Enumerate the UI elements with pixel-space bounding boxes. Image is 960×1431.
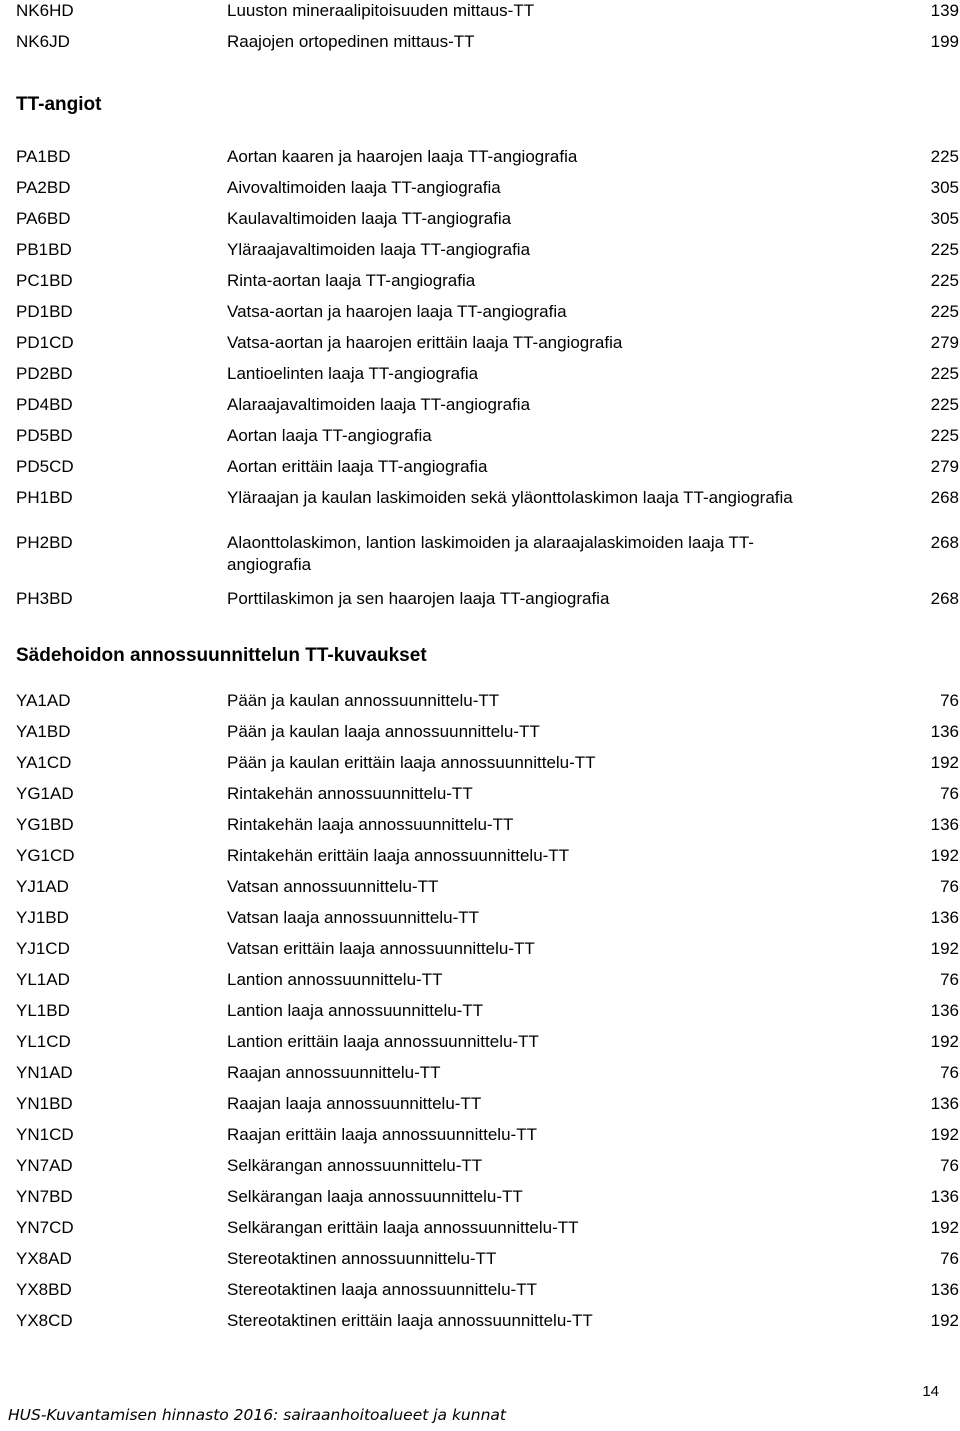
row-description: Stereotaktinen annossuunnittelu-TT	[227, 1249, 497, 1268]
row-price: 225	[930, 240, 959, 259]
table-row	[0, 1093, 960, 1115]
row-code: PD5BD	[16, 426, 73, 445]
row-code: YL1BD	[16, 1001, 70, 1020]
table-row	[0, 721, 960, 743]
table-row	[0, 1062, 960, 1084]
row-description: Yläraajan ja kaulan laskimoiden sekä yläonttolaskimon laaja TT-angiografia	[227, 488, 793, 507]
row-code: PD1BD	[16, 302, 73, 321]
row-description: Kaulavaltimoiden laaja TT-angiografia	[227, 209, 512, 228]
row-code: PC1BD	[16, 271, 73, 290]
row-description: Pään ja kaulan erittäin laaja annossuunnittelu-TT	[227, 753, 596, 772]
table-row	[0, 1186, 960, 1208]
row-code: PB1BD	[16, 240, 72, 259]
row-description: Aortan erittäin laaja TT-angiografia	[227, 457, 488, 476]
section-heading-radiotherapy: Sädehoidon annossuunnittelun TT-kuvaukset	[16, 645, 427, 666]
table-row	[0, 845, 960, 867]
row-code: YX8BD	[16, 1280, 72, 1299]
table-row	[0, 456, 960, 478]
table-row	[0, 1310, 960, 1332]
table-row	[0, 1217, 960, 1239]
row-code: YL1AD	[16, 970, 70, 989]
row-code: PH1BD	[16, 488, 73, 507]
table-row	[0, 1000, 960, 1022]
table-row	[0, 363, 960, 385]
row-price: 225	[930, 147, 959, 166]
row-description: Selkärangan annossuunnittelu-TT	[227, 1156, 483, 1175]
table-row	[0, 876, 960, 898]
row-description: Raajan annossuunnittelu-TT	[227, 1063, 441, 1082]
table-row	[0, 146, 960, 168]
row-code: PA6BD	[16, 209, 71, 228]
row-price: 76	[940, 784, 959, 803]
row-price: 136	[930, 815, 959, 834]
row-price: 136	[930, 1001, 959, 1020]
row-description: Lantioelinten laaja TT-angiografia	[227, 364, 479, 383]
row-code: YN1AD	[16, 1063, 73, 1082]
row-price: 76	[940, 877, 959, 896]
row-description: Rintakehän erittäin laaja annossuunnittelu-TT	[227, 846, 570, 865]
row-price: 76	[940, 1249, 959, 1268]
row-description: Aivovaltimoiden laaja TT-angiografia	[227, 178, 501, 197]
row-code: NK6JD	[16, 32, 70, 51]
row-code: YA1CD	[16, 753, 72, 772]
row-price: 192	[930, 1311, 959, 1330]
row-code: PD2BD	[16, 364, 73, 383]
row-price: 136	[930, 1094, 959, 1113]
page-number: 14	[922, 1383, 939, 1400]
row-description: Stereotaktinen laaja annossuunnittelu-TT	[227, 1280, 537, 1299]
table-row	[0, 177, 960, 199]
row-description: Vatsa-aortan ja haarojen laaja TT-angiografia	[227, 302, 567, 321]
row-code: YN7AD	[16, 1156, 73, 1175]
table-row	[0, 425, 960, 447]
row-price: 268	[930, 589, 959, 608]
table-row	[0, 394, 960, 416]
row-description: Vatsan laaja annossuunnittelu-TT	[227, 908, 480, 927]
row-price: 136	[930, 722, 959, 741]
row-code: YJ1AD	[16, 877, 69, 896]
table-row	[0, 1155, 960, 1177]
footer-text: HUS-Kuvantamisen hinnasto 2016: sairaanhoitoalueet ja kunnat	[8, 1406, 506, 1424]
row-description: Raajan erittäin laaja annossuunnittelu-TT	[227, 1125, 537, 1144]
row-code: YA1BD	[16, 722, 71, 741]
table-row	[0, 1031, 960, 1053]
row-description: Lantion erittäin laaja annossuunnittelu-TT	[227, 1032, 539, 1051]
row-description: Yläraajavaltimoiden laaja TT-angiografia	[227, 240, 531, 259]
table-row	[0, 907, 960, 929]
table-row	[0, 31, 960, 53]
row-code: YJ1BD	[16, 908, 69, 927]
row-description: Rintakehän laaja annossuunnittelu-TT	[227, 815, 514, 834]
row-price: 305	[930, 209, 959, 228]
row-code: YN1BD	[16, 1094, 73, 1113]
table-row	[0, 270, 960, 292]
row-description: Selkärangan erittäin laaja annossuunnittelu-TT	[227, 1218, 579, 1237]
table-row	[0, 690, 960, 712]
section-heading-angio: TT-angiot	[16, 94, 102, 115]
row-code: YX8CD	[16, 1311, 73, 1330]
row-description: Lantion laaja annossuunnittelu-TT	[227, 1001, 484, 1020]
row-price: 225	[930, 364, 959, 383]
table-row	[0, 1248, 960, 1270]
row-description: Rinta-aortan laaja TT-angiografia	[227, 271, 476, 290]
row-description: Stereotaktinen erittäin laaja annossuunnittelu-TT	[227, 1311, 593, 1330]
row-code: YG1AD	[16, 784, 74, 803]
row-price: 279	[930, 333, 959, 352]
table-row	[0, 487, 960, 531]
row-price: 268	[930, 488, 959, 507]
row-code: PH3BD	[16, 589, 73, 608]
row-price: 192	[930, 939, 959, 958]
row-description: Vatsa-aortan ja haarojen erittäin laaja TT-angiografia	[227, 333, 623, 352]
table-row	[0, 752, 960, 774]
row-price: 199	[930, 32, 959, 51]
table-row	[0, 814, 960, 836]
row-price: 225	[930, 302, 959, 321]
row-code: PD1CD	[16, 333, 74, 352]
table-row	[0, 938, 960, 960]
row-description: Vatsan erittäin laaja annossuunnittelu-TT	[227, 939, 535, 958]
row-code: YG1CD	[16, 846, 75, 865]
table-row	[0, 532, 960, 576]
row-price: 76	[940, 1063, 959, 1082]
row-description: Pään ja kaulan annossuunnittelu-TT	[227, 691, 500, 710]
row-price: 279	[930, 457, 959, 476]
row-price: 268	[930, 533, 959, 552]
table-row	[0, 588, 960, 610]
row-price: 192	[930, 1125, 959, 1144]
table-row	[0, 208, 960, 230]
row-price: 76	[940, 1156, 959, 1175]
row-code: YL1CD	[16, 1032, 71, 1051]
row-price: 76	[940, 970, 959, 989]
row-price: 305	[930, 178, 959, 197]
row-description: Raajan laaja annossuunnittelu-TT	[227, 1094, 482, 1113]
table-row	[0, 1279, 960, 1301]
row-description: Aortan laaja TT-angiografia	[227, 426, 432, 445]
row-description: Pään ja kaulan laaja annossuunnittelu-TT	[227, 722, 540, 741]
row-price: 139	[930, 1, 959, 20]
table-row	[0, 239, 960, 261]
row-code: NK6HD	[16, 1, 74, 20]
row-code: PD5CD	[16, 457, 74, 476]
row-price: 136	[930, 1280, 959, 1299]
row-price: 136	[930, 1187, 959, 1206]
row-price: 192	[930, 846, 959, 865]
table-row	[0, 0, 960, 22]
row-code: YX8AD	[16, 1249, 72, 1268]
table-row	[0, 783, 960, 805]
table-row	[0, 969, 960, 991]
row-description: Vatsan annossuunnittelu-TT	[227, 877, 439, 896]
row-description: Raajojen ortopedinen mittaus-TT	[227, 32, 475, 51]
row-description: Alaonttolaskimon, lantion laskimoiden ja alaraajalaskimoiden laaja TT-angiografia	[227, 533, 754, 574]
table-row	[0, 301, 960, 323]
row-price: 192	[930, 1032, 959, 1051]
row-description: Aortan kaaren ja haarojen laaja TT-angiografia	[227, 147, 578, 166]
row-description: Porttilaskimon ja sen haarojen laaja TT-angiografia	[227, 589, 610, 608]
row-description: Luuston mineraalipitoisuuden mittaus-TT	[227, 1, 535, 20]
row-description: Alaraajavaltimoiden laaja TT-angiografia	[227, 395, 531, 414]
row-code: PD4BD	[16, 395, 73, 414]
row-code: YG1BD	[16, 815, 74, 834]
table-row	[0, 1124, 960, 1146]
row-price: 192	[930, 753, 959, 772]
row-code: YN1CD	[16, 1125, 74, 1144]
row-code: YN7CD	[16, 1218, 74, 1237]
row-description: Lantion annossuunnittelu-TT	[227, 970, 443, 989]
row-code: PA1BD	[16, 147, 71, 166]
row-price: 225	[930, 271, 959, 290]
row-code: PA2BD	[16, 178, 71, 197]
row-description: Selkärangan laaja annossuunnittelu-TT	[227, 1187, 523, 1206]
row-description: Rintakehän annossuunnittelu-TT	[227, 784, 473, 803]
row-code: YN7BD	[16, 1187, 73, 1206]
row-price: 225	[930, 426, 959, 445]
row-code: YJ1CD	[16, 939, 70, 958]
row-price: 136	[930, 908, 959, 927]
table-row	[0, 332, 960, 354]
row-code: PH2BD	[16, 533, 73, 552]
row-price: 225	[930, 395, 959, 414]
row-price: 192	[930, 1218, 959, 1237]
row-price: 76	[940, 691, 959, 710]
row-code: YA1AD	[16, 691, 71, 710]
